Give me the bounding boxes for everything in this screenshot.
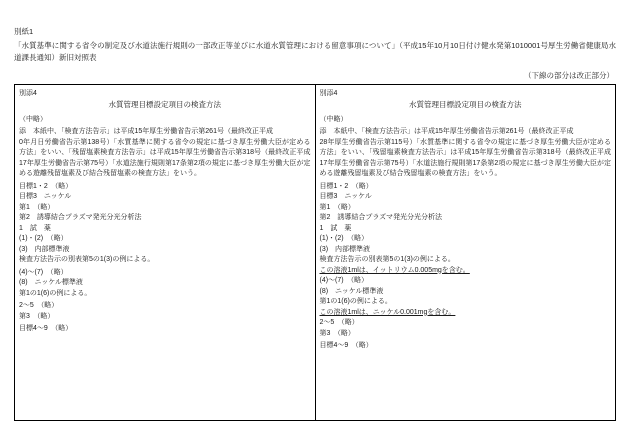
text-line: (8) ニッケル標準液 [19,279,83,286]
text-line: 第1 （略） [319,203,355,211]
column-before-revision [315,85,616,421]
text-line: (8) ニッケル標準液 [319,287,384,295]
attachment-label: 別紙1 [14,27,34,36]
column-after-header-label: 別添4 [19,90,37,97]
text-line: （中略） [19,115,47,123]
text-line: 第1 （略） [19,203,55,211]
underline-note: （下線の部分は改正部分） [524,71,614,80]
text-line: (3) 内部標準液 [19,245,70,253]
text-line-underlined: この溶液1mlは、ニッケル0.001mgを含む。 [319,308,456,316]
text-line: 2～5 （略） [19,302,59,309]
text-line: 第1の1(6)の例による。 [19,289,92,297]
text-line: 第3 （略） [19,312,55,320]
text-line: 第3 （略） [319,329,355,337]
text-line: 目標4～9 （略） [319,342,373,349]
text-line: 第2 誘導結合プラズマ発光分光分析法 [319,214,443,221]
text-span: 添 本紙中、「検査方法告示」は平成15年厚生労働省告示第261号（最終改正平成 [19,128,273,135]
comparison-table [14,84,616,421]
text-line: 第1の1(6)の例による。 [319,298,392,305]
text-line: 目標3 ニッケル [19,193,72,200]
text-line: （中略） [319,115,348,123]
text-line: 目標1・2 （略） [19,182,73,190]
text-line: 1 試 薬 [19,224,51,232]
text-line: 検査方法告示の別表第5の1(3)の例による。 [319,256,455,263]
text-line: (1)・(2) （略） [19,235,68,242]
text-line: 28年厚生労働省告示第115号）「水質基準に関する省令の規定に基づき厚生労働大臣が定める方法」をいい、「残留塩素検査方法告示」は平成15年厚生労働省告示第318号（最終改正平成17年厚生労働省告示第75号）「水道法施行規則第17条第2項の規定に基づき厚生労働大臣が定める遊離残留塩素及び結合残留塩素の検査方法」をいう。 [319,138,611,177]
text-line: 2～5 （略） [319,319,359,326]
text-line: 目標4～9 （略） [19,325,73,332]
text-line: (1)・(2) （略） [319,235,369,242]
column-before-header-title: 水質管理目標設定項目の検査方法 [409,100,522,109]
text-line: 検査方法告示の別表第5の1(3)の例による。 [19,256,155,263]
text-line: 添 本紙中、「検査方法告示」は平成15年厚生労働省告示第261号（最終改正平成 [319,128,574,135]
text-line-underlined: この溶液1mlは、イットリウム0.005mgを含む。 [319,266,470,274]
text-line: 目標3 ニッケル [319,193,372,200]
text-line: 1 試 薬 [319,224,352,232]
column-before-body [320,115,612,415]
text-line: (4)～(7) （略） [19,268,68,276]
column-after-body [19,115,311,415]
table-row [15,85,616,421]
column-after-revision [15,85,316,421]
text-line [19,127,311,138]
text-line: 目標1・2 （略） [319,182,373,190]
column-after-header-title: 水質管理目標設定項目の検査方法 [108,100,221,109]
column-before-header-label: 別添4 [319,90,338,97]
document-title: 「水質基準に関する省令の制定及び水道法施行規則の一部改正等並びに水道水質管理における留意事項について」（平成15年10月10日付け健水発第1010001号厚生労働省健康局水道課長通知）新旧対照表 [14,41,616,62]
text-line: (3) 内部標準液 [319,245,371,253]
text-line: (4)～(7) （略） [319,277,369,284]
text-line: 第2 誘導結合プラズマ発光分光分析法 [19,214,142,221]
text-line: 0年月日労働省告示第138号）「水質基準に関する省令の規定に基づき厚生労働大臣が定める方法」をいい、「残留塩素検査方法告示」は平成15年厚生労働省告示第318号（最終改正平成17年厚生労働省告示第75号）「水道法施行規則第17条第2項の規定に基づき厚生労働大臣が定める遊離残留塩素及び結合残留塩素の検査方法」をいう。 [19,138,311,177]
